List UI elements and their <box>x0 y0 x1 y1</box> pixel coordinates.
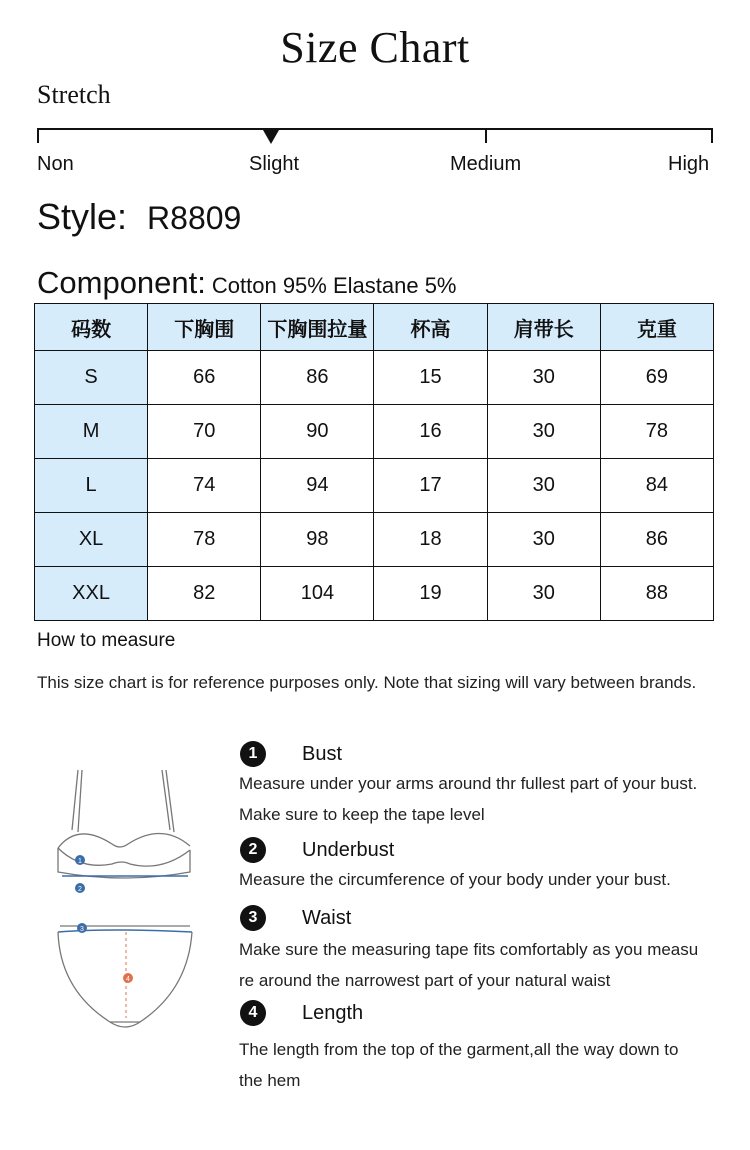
how-to-measure-heading: How to measure <box>37 630 176 651</box>
component-label: Component: <box>37 265 206 300</box>
measure-desc: re around the narrowest part of your natural waist <box>239 971 611 990</box>
measure-desc: The length from the top of the garment,all the way down to <box>239 1040 679 1059</box>
cell: 98 <box>261 513 374 567</box>
style-row <box>37 196 241 238</box>
measure-desc: Make sure the measuring tape fits comfortably as you measu <box>239 940 699 959</box>
disclaimer-note: This size chart is for reference purposes only. Note that sizing will vary between brands. <box>37 673 697 692</box>
table-header-row <box>35 304 714 351</box>
svg-text:3: 3 <box>80 926 84 933</box>
scale-line <box>37 128 713 130</box>
cell: 30 <box>487 405 600 459</box>
cell: 82 <box>148 567 261 621</box>
cell: 30 <box>487 567 600 621</box>
component-row <box>37 265 457 301</box>
component-value: Cotton 95% Elastane 5% <box>211 273 457 298</box>
header-size: 码数 <box>35 304 148 351</box>
header-cup-height: 杯高 <box>374 304 487 351</box>
cell: 86 <box>261 351 374 405</box>
scale-tick-high <box>711 128 713 143</box>
cell: 30 <box>487 459 600 513</box>
page-title: Size Chart <box>280 23 470 72</box>
stretch-label: Stretch <box>37 80 111 109</box>
measure-title: Bust <box>302 742 343 765</box>
number-2-icon: 2 <box>240 837 266 863</box>
cell-size: XXL <box>35 567 148 621</box>
bra-cups <box>58 833 190 848</box>
cell-size: XL <box>35 513 148 567</box>
header-strap-length: 肩带长 <box>487 304 600 351</box>
garment-illustration <box>50 760 200 1040</box>
cell: 30 <box>487 513 600 567</box>
header-underbust-stretch: 下胸围拉量 <box>261 304 374 351</box>
stretch-option-medium: Medium <box>450 153 522 175</box>
number-1-icon: 1 <box>240 741 266 767</box>
cell: 90 <box>261 405 374 459</box>
svg-text:1: 1 <box>78 858 82 865</box>
stretch-option-high: High <box>668 153 710 175</box>
scale-tick-non <box>37 128 39 143</box>
measure-item-bust <box>240 741 342 767</box>
table-row <box>35 513 714 567</box>
cell: 16 <box>374 405 487 459</box>
stretch-marker-icon <box>263 130 279 144</box>
number-4-icon: 4 <box>240 1000 266 1026</box>
scale-tick-medium <box>485 128 487 143</box>
style-value: R8809 <box>147 200 242 236</box>
measure-desc: the hem <box>239 1071 301 1090</box>
stretch-scale <box>37 128 713 146</box>
cell: 78 <box>600 405 713 459</box>
cell: 70 <box>148 405 261 459</box>
left-strap <box>72 770 78 830</box>
cell-size: S <box>35 351 148 405</box>
table-row <box>35 459 714 513</box>
cell: 17 <box>374 459 487 513</box>
cell: 86 <box>600 513 713 567</box>
number-3-icon: 3 <box>240 905 266 931</box>
cell-size: L <box>35 459 148 513</box>
measure-title: Underbust <box>302 838 395 861</box>
measure-item-waist <box>240 905 351 931</box>
cell: 15 <box>374 351 487 405</box>
style-label: Style: <box>37 196 128 237</box>
measure-desc: Make sure to keep the tape level <box>239 805 485 824</box>
cell: 30 <box>487 351 600 405</box>
table-row <box>35 351 714 405</box>
cell: 66 <box>148 351 261 405</box>
table-row <box>35 567 714 621</box>
cell: 19 <box>374 567 487 621</box>
header-weight: 克重 <box>600 304 713 351</box>
measure-item-underbust <box>240 837 394 863</box>
svg-text:4: 4 <box>126 976 130 983</box>
stretch-option-non: Non <box>37 153 74 175</box>
cell: 104 <box>261 567 374 621</box>
measure-desc: Measure the circumference of your body under your bust. <box>239 870 671 889</box>
measure-item-length <box>240 1000 363 1026</box>
cell: 88 <box>600 567 713 621</box>
size-table <box>34 303 714 621</box>
measure-title: Length <box>302 1001 364 1024</box>
header-underbust: 下胸围 <box>148 304 261 351</box>
svg-text:2: 2 <box>78 886 82 893</box>
cell: 18 <box>374 513 487 567</box>
right-strap <box>162 770 170 830</box>
cell: 74 <box>148 459 261 513</box>
cell: 78 <box>148 513 261 567</box>
measure-desc: Measure under your arms around thr fullest part of your bust. <box>239 774 698 793</box>
stretch-option-slight: Slight <box>249 153 300 175</box>
measure-title: Waist <box>302 906 352 929</box>
cell: 84 <box>600 459 713 513</box>
cell-size: M <box>35 405 148 459</box>
table-row <box>35 405 714 459</box>
cell: 94 <box>261 459 374 513</box>
cell: 69 <box>600 351 713 405</box>
